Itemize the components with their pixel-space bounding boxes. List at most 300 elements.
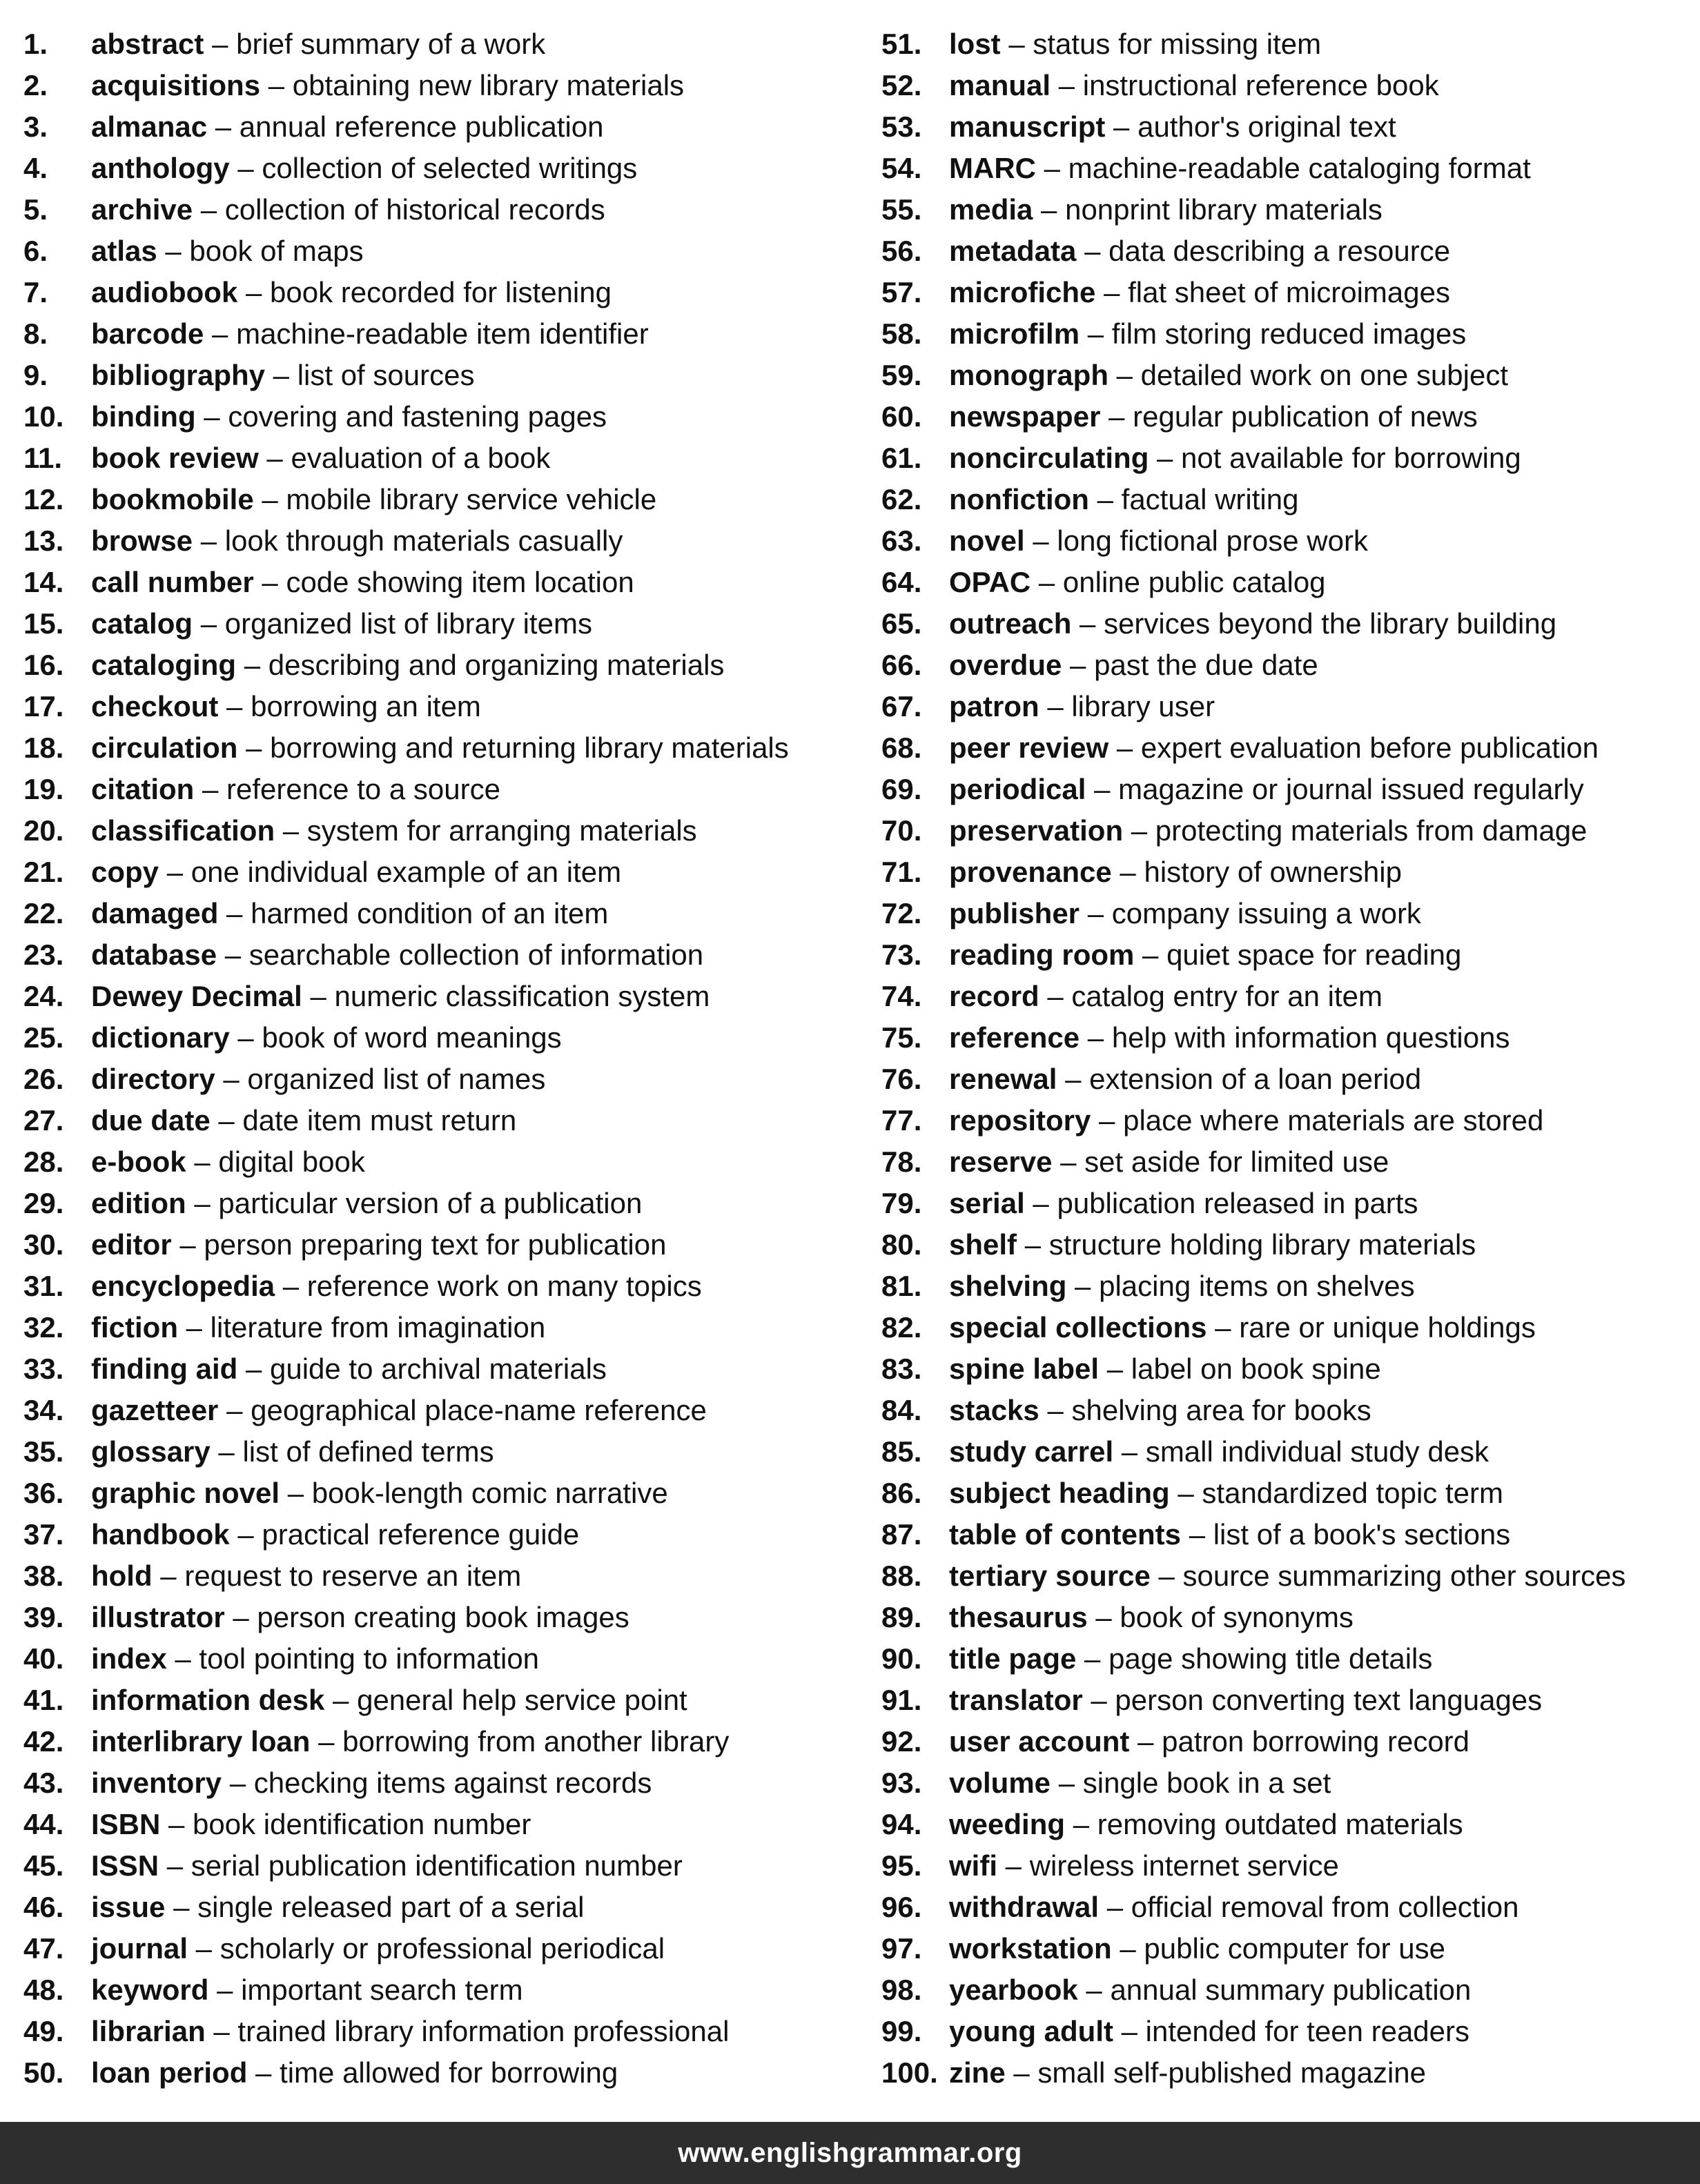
entry-definition: – rare or unique holdings bbox=[1206, 1311, 1536, 1344]
list-item bbox=[23, 1307, 852, 1348]
entry-definition: – book recorded for listening bbox=[237, 276, 612, 308]
list-item bbox=[881, 645, 1696, 686]
entry-term: subject heading bbox=[949, 1477, 1170, 1509]
entry-definition: – expert evaluation before publication bbox=[1108, 731, 1599, 764]
entry-number: 3. bbox=[23, 110, 48, 143]
list-item bbox=[23, 810, 852, 852]
list-item bbox=[881, 1183, 1696, 1224]
entry-term: peer review bbox=[949, 731, 1109, 764]
entry-term: noncirculating bbox=[949, 442, 1149, 474]
entry-number: 16. bbox=[23, 649, 64, 681]
entry-number: 12. bbox=[23, 483, 64, 515]
entry-number: 98. bbox=[881, 1974, 922, 2006]
entry-term: binding bbox=[91, 400, 196, 433]
entry-term: publisher bbox=[949, 897, 1080, 929]
entry-term: damaged bbox=[91, 897, 219, 929]
entry-term: reference bbox=[949, 1021, 1080, 1054]
entry-definition: – trained library information professional bbox=[205, 2015, 730, 2047]
list-item bbox=[881, 603, 1696, 645]
entry-definition: – list of defined terms bbox=[210, 1435, 494, 1468]
entry-number: 74. bbox=[881, 980, 922, 1012]
entry-number: 54. bbox=[881, 152, 922, 184]
entry-definition: – annual reference publication bbox=[207, 110, 604, 143]
entry-definition: – person converting text languages bbox=[1082, 1684, 1543, 1716]
entry-definition: – covering and fastening pages bbox=[195, 400, 607, 433]
entry-number: 39. bbox=[23, 1601, 64, 1633]
entry-definition: – shelving area for books bbox=[1039, 1394, 1371, 1426]
list-item bbox=[881, 1017, 1696, 1059]
list-item bbox=[881, 1473, 1696, 1514]
entry-definition: – instructional reference book bbox=[1051, 69, 1439, 101]
list-item bbox=[881, 893, 1696, 934]
entry-definition: – mobile library service vehicle bbox=[253, 483, 657, 515]
list-item bbox=[881, 1266, 1696, 1307]
entry-definition: – code showing item location bbox=[253, 566, 634, 598]
entry-number: 8. bbox=[23, 317, 48, 350]
entry-definition: – protecting materials from damage bbox=[1123, 814, 1587, 847]
list-item bbox=[881, 934, 1696, 976]
list-item bbox=[23, 727, 852, 769]
vocabulary-column-left bbox=[23, 23, 852, 2094]
entry-term: index bbox=[91, 1642, 167, 1675]
entry-number: 56. bbox=[881, 235, 922, 267]
entry-number: 28. bbox=[23, 1145, 64, 1178]
entry-definition: – company issuing a work bbox=[1079, 897, 1421, 929]
entry-term: keyword bbox=[91, 1974, 209, 2006]
entry-term: editor bbox=[91, 1228, 172, 1261]
entry-number: 79. bbox=[881, 1187, 922, 1219]
entry-definition: – small individual study desk bbox=[1113, 1435, 1489, 1468]
list-item bbox=[881, 1514, 1696, 1555]
entry-term: record bbox=[949, 980, 1039, 1012]
entry-number: 88. bbox=[881, 1560, 922, 1592]
entry-definition: – list of a book's sections bbox=[1181, 1518, 1511, 1551]
entry-definition: – digital book bbox=[186, 1145, 365, 1178]
entry-number: 59. bbox=[881, 359, 922, 391]
entry-definition: – reference work on many topics bbox=[275, 1270, 702, 1302]
list-item bbox=[23, 934, 852, 976]
list-item bbox=[881, 1721, 1696, 1762]
list-item bbox=[23, 852, 852, 893]
list-item bbox=[881, 313, 1696, 355]
entry-term: classification bbox=[91, 814, 275, 847]
entry-term: circulation bbox=[91, 731, 238, 764]
entry-number: 6. bbox=[23, 235, 48, 267]
entry-number: 45. bbox=[23, 1849, 64, 1882]
entry-definition: – place where materials are stored bbox=[1091, 1104, 1544, 1137]
list-item bbox=[881, 65, 1696, 106]
list-item bbox=[23, 1887, 852, 1928]
entry-term: patron bbox=[949, 690, 1039, 722]
entry-definition: – look through materials casually bbox=[193, 524, 623, 557]
entry-number: 13. bbox=[23, 524, 64, 557]
list-item bbox=[881, 1804, 1696, 1845]
list-item bbox=[881, 1431, 1696, 1473]
entry-number: 90. bbox=[881, 1642, 922, 1675]
entry-number: 47. bbox=[23, 1932, 64, 1965]
list-item bbox=[23, 1100, 852, 1141]
entry-number: 10. bbox=[23, 400, 64, 433]
entry-definition: – reference to a source bbox=[194, 773, 500, 805]
entry-term: glossary bbox=[91, 1435, 211, 1468]
entry-definition: – collection of selected writings bbox=[229, 152, 638, 184]
entry-definition: – book of word meanings bbox=[229, 1021, 562, 1054]
entry-term: copy bbox=[91, 856, 159, 888]
entry-number: 77. bbox=[881, 1104, 922, 1137]
entry-term: ISBN bbox=[91, 1808, 161, 1840]
list-item bbox=[881, 686, 1696, 727]
entry-definition: – borrowing from another library bbox=[310, 1725, 730, 1758]
entry-number: 99. bbox=[881, 2015, 922, 2047]
entry-number: 38. bbox=[23, 1560, 64, 1592]
entry-definition: – history of ownership bbox=[1111, 856, 1402, 888]
entry-number: 49. bbox=[23, 2015, 64, 2047]
entry-number: 82. bbox=[881, 1311, 922, 1344]
entry-number: 68. bbox=[881, 731, 922, 764]
entry-number: 97. bbox=[881, 1932, 922, 1965]
entry-term: catalog bbox=[91, 607, 193, 640]
entry-term: graphic novel bbox=[91, 1477, 280, 1509]
entry-number: 51. bbox=[881, 28, 922, 60]
entry-definition: – online public catalog bbox=[1030, 566, 1326, 598]
entry-definition: – literature from imagination bbox=[177, 1311, 546, 1344]
list-item bbox=[23, 479, 852, 520]
entry-number: 34. bbox=[23, 1394, 64, 1426]
entry-definition: – wireless internet service bbox=[997, 1849, 1339, 1882]
entry-number: 25. bbox=[23, 1021, 64, 1054]
list-item bbox=[881, 810, 1696, 852]
entry-number: 31. bbox=[23, 1270, 64, 1302]
list-item bbox=[881, 1887, 1696, 1928]
entry-definition: – tool pointing to information bbox=[166, 1642, 540, 1675]
entry-term: stacks bbox=[949, 1394, 1039, 1426]
entry-definition: – list of sources bbox=[265, 359, 475, 391]
entry-number: 81. bbox=[881, 1270, 922, 1302]
list-item bbox=[23, 893, 852, 934]
entry-term: illustrator bbox=[91, 1601, 225, 1633]
entry-term: information desk bbox=[91, 1684, 325, 1716]
entry-term: weeding bbox=[949, 1808, 1066, 1840]
vocabulary-column-right bbox=[881, 23, 1696, 2094]
list-item bbox=[881, 1390, 1696, 1431]
entry-definition: – not available for borrowing bbox=[1149, 442, 1521, 474]
entry-term: reserve bbox=[949, 1145, 1053, 1178]
list-item bbox=[23, 686, 852, 727]
entry-term: novel bbox=[949, 524, 1025, 557]
entry-number: 65. bbox=[881, 607, 922, 640]
entry-number: 87. bbox=[881, 1518, 922, 1551]
list-item bbox=[23, 1224, 852, 1266]
entry-term: archive bbox=[91, 193, 193, 226]
entry-number: 33. bbox=[23, 1352, 64, 1385]
entry-number: 93. bbox=[881, 1767, 922, 1799]
entry-number: 24. bbox=[23, 980, 64, 1012]
list-item bbox=[23, 1348, 852, 1390]
entry-number: 23. bbox=[23, 938, 64, 971]
list-item bbox=[881, 148, 1696, 189]
entry-definition: – single book in a set bbox=[1051, 1767, 1331, 1799]
entry-number: 72. bbox=[881, 897, 922, 929]
entry-number: 69. bbox=[881, 773, 922, 805]
entry-number: 67. bbox=[881, 690, 922, 722]
list-item bbox=[881, 1969, 1696, 2011]
entry-term: barcode bbox=[91, 317, 204, 350]
list-item bbox=[881, 852, 1696, 893]
entry-number: 4. bbox=[23, 152, 48, 184]
list-item bbox=[23, 23, 852, 65]
entry-definition: – brief summary of a work bbox=[204, 28, 546, 60]
entry-definition: – official removal from collection bbox=[1099, 1891, 1519, 1923]
entry-term: interlibrary loan bbox=[91, 1725, 311, 1758]
list-item bbox=[23, 2052, 852, 2094]
entry-definition: – book of synonyms bbox=[1087, 1601, 1354, 1633]
entry-number: 91. bbox=[881, 1684, 922, 1716]
entry-number: 71. bbox=[881, 856, 922, 888]
entry-definition: – past the due date bbox=[1062, 649, 1318, 681]
list-item bbox=[881, 1224, 1696, 1266]
list-item bbox=[881, 1555, 1696, 1597]
entry-definition: – date item must return bbox=[210, 1104, 517, 1137]
entry-number: 70. bbox=[881, 814, 922, 847]
list-item bbox=[23, 520, 852, 562]
entry-number: 19. bbox=[23, 773, 64, 805]
entry-definition: – particular version of a publication bbox=[186, 1187, 643, 1219]
entry-term: metadata bbox=[949, 235, 1077, 267]
entry-definition: – one individual example of an item bbox=[159, 856, 622, 888]
entry-number: 1. bbox=[23, 28, 48, 60]
entry-definition: – system for arranging materials bbox=[275, 814, 697, 847]
entry-term: OPAC bbox=[949, 566, 1031, 598]
list-item bbox=[881, 769, 1696, 810]
list-item bbox=[881, 1597, 1696, 1638]
entry-term: volume bbox=[949, 1767, 1051, 1799]
entry-term: database bbox=[91, 938, 217, 971]
entry-term: serial bbox=[949, 1187, 1025, 1219]
list-item bbox=[881, 562, 1696, 603]
entry-term: acquisitions bbox=[91, 69, 261, 101]
list-item bbox=[881, 520, 1696, 562]
entry-term: directory bbox=[91, 1063, 215, 1095]
entry-term: bookmobile bbox=[91, 483, 254, 515]
entry-number: 42. bbox=[23, 1725, 64, 1758]
entry-definition: – practical reference guide bbox=[229, 1518, 580, 1551]
entry-definition: – set aside for limited use bbox=[1052, 1145, 1389, 1178]
list-item bbox=[881, 355, 1696, 396]
entry-definition: – nonprint library materials bbox=[1033, 193, 1383, 226]
list-item bbox=[23, 1597, 852, 1638]
footer-url[interactable]: www.englishgrammar.org bbox=[678, 2138, 1022, 2168]
entry-definition: – borrowing an item bbox=[218, 690, 481, 722]
entry-definition: – source summarizing other sources bbox=[1150, 1560, 1626, 1592]
entry-definition: – public computer for use bbox=[1111, 1932, 1445, 1965]
entry-term: abstract bbox=[91, 28, 204, 60]
entry-definition: – status for missing item bbox=[1000, 28, 1322, 60]
entry-definition: – person creating book images bbox=[224, 1601, 629, 1633]
entry-term: ISSN bbox=[91, 1849, 159, 1882]
list-item bbox=[23, 1183, 852, 1224]
entry-definition: – machine-readable cataloging format bbox=[1035, 152, 1531, 184]
entry-number: 50. bbox=[23, 2056, 64, 2089]
entry-term: microfiche bbox=[949, 276, 1096, 308]
entry-term: periodical bbox=[949, 773, 1086, 805]
entry-number: 7. bbox=[23, 276, 48, 308]
entry-definition: – patron borrowing record bbox=[1129, 1725, 1470, 1758]
entry-definition: – small self-published magazine bbox=[1005, 2056, 1426, 2089]
list-item bbox=[23, 1266, 852, 1307]
entry-term: lost bbox=[949, 28, 1001, 60]
entry-number: 41. bbox=[23, 1684, 64, 1716]
list-item bbox=[23, 1969, 852, 2011]
entry-term: checkout bbox=[91, 690, 219, 722]
entry-number: 83. bbox=[881, 1352, 922, 1385]
entry-number: 76. bbox=[881, 1063, 922, 1095]
entry-term: journal bbox=[91, 1932, 188, 1965]
entry-term: translator bbox=[949, 1684, 1083, 1716]
entry-definition: – annual summary publication bbox=[1077, 1974, 1472, 2006]
list-item bbox=[23, 106, 852, 148]
entry-term: zine bbox=[949, 2056, 1006, 2089]
entry-term: handbook bbox=[91, 1518, 230, 1551]
entry-term: audiobook bbox=[91, 276, 238, 308]
entry-number: 63. bbox=[881, 524, 922, 557]
entry-number: 53. bbox=[881, 110, 922, 143]
list-item bbox=[23, 1638, 852, 1680]
entry-term: inventory bbox=[91, 1767, 222, 1799]
entry-definition: – organized list of library items bbox=[193, 607, 592, 640]
entry-number: 9. bbox=[23, 359, 48, 391]
entry-definition: – factual writing bbox=[1088, 483, 1299, 515]
entry-term: almanac bbox=[91, 110, 208, 143]
entry-definition: – extension of a loan period bbox=[1057, 1063, 1422, 1095]
entry-term: tertiary source bbox=[949, 1560, 1151, 1592]
entry-number: 37. bbox=[23, 1518, 64, 1551]
list-item bbox=[881, 1845, 1696, 1887]
entry-term: manual bbox=[949, 69, 1051, 101]
entry-number: 2. bbox=[23, 69, 48, 101]
list-item bbox=[881, 976, 1696, 1017]
list-item bbox=[23, 1721, 852, 1762]
entry-term: special collections bbox=[949, 1311, 1207, 1344]
entry-number: 89. bbox=[881, 1601, 922, 1633]
entry-number: 94. bbox=[881, 1808, 922, 1840]
list-item bbox=[23, 1431, 852, 1473]
list-item bbox=[23, 562, 852, 603]
entry-definition: – help with information questions bbox=[1079, 1021, 1510, 1054]
vocabulary-list bbox=[0, 23, 1700, 2094]
list-item bbox=[881, 230, 1696, 272]
list-item bbox=[23, 230, 852, 272]
entry-number: 62. bbox=[881, 483, 922, 515]
list-item bbox=[23, 2011, 852, 2052]
entry-definition: – time allowed for borrowing bbox=[247, 2056, 618, 2089]
entry-term: call number bbox=[91, 566, 254, 598]
entry-term: browse bbox=[91, 524, 193, 557]
entry-term: overdue bbox=[949, 649, 1062, 681]
footer-bar bbox=[0, 2122, 1700, 2184]
list-item bbox=[23, 1762, 852, 1804]
entry-term: due date bbox=[91, 1104, 211, 1137]
entry-definition: – label on book spine bbox=[1099, 1352, 1381, 1385]
list-item bbox=[881, 1762, 1696, 1804]
entry-term: preservation bbox=[949, 814, 1124, 847]
entry-term: edition bbox=[91, 1187, 186, 1219]
entry-definition: – request to reserve an item bbox=[152, 1560, 522, 1592]
entry-definition: – book of maps bbox=[157, 235, 364, 267]
list-item bbox=[23, 148, 852, 189]
list-item bbox=[881, 2052, 1696, 2094]
entry-number: 78. bbox=[881, 1145, 922, 1178]
list-item bbox=[881, 1100, 1696, 1141]
entry-definition: – describing and organizing materials bbox=[236, 649, 725, 681]
entry-term: Dewey Decimal bbox=[91, 980, 302, 1012]
entry-number: 43. bbox=[23, 1767, 64, 1799]
entry-number: 14. bbox=[23, 566, 64, 598]
entry-term: study carrel bbox=[949, 1435, 1114, 1468]
entry-number: 44. bbox=[23, 1808, 64, 1840]
entry-term: workstation bbox=[949, 1932, 1112, 1965]
entry-number: 80. bbox=[881, 1228, 922, 1261]
entry-definition: – scholarly or professional periodical bbox=[188, 1932, 665, 1965]
entry-definition: – placing items on shelves bbox=[1066, 1270, 1415, 1302]
list-item bbox=[23, 1141, 852, 1183]
entry-term: yearbook bbox=[949, 1974, 1078, 2006]
entry-definition: – serial publication identification number bbox=[159, 1849, 683, 1882]
entry-term: microfilm bbox=[949, 317, 1080, 350]
entry-number: 36. bbox=[23, 1477, 64, 1509]
list-item bbox=[881, 437, 1696, 479]
entry-number: 29. bbox=[23, 1187, 64, 1219]
entry-definition: – guide to archival materials bbox=[237, 1352, 607, 1385]
list-item bbox=[881, 396, 1696, 437]
entry-number: 85. bbox=[881, 1435, 922, 1468]
list-item bbox=[23, 976, 852, 1017]
entry-number: 20. bbox=[23, 814, 64, 847]
list-item bbox=[23, 355, 852, 396]
entry-number: 64. bbox=[881, 566, 922, 598]
entry-number: 73. bbox=[881, 938, 922, 971]
entry-term: shelf bbox=[949, 1228, 1017, 1261]
entry-definition: – evaluation of a book bbox=[258, 442, 551, 474]
list-item bbox=[881, 1638, 1696, 1680]
entry-definition: – book-length comic narrative bbox=[280, 1477, 668, 1509]
list-item bbox=[881, 2011, 1696, 2052]
list-item bbox=[23, 1928, 852, 1969]
entry-term: bibliography bbox=[91, 359, 265, 391]
list-item bbox=[881, 1680, 1696, 1721]
list-item bbox=[23, 1059, 852, 1100]
entry-definition: – structure holding library materials bbox=[1017, 1228, 1476, 1261]
entry-number: 100. bbox=[881, 2056, 938, 2089]
list-item bbox=[881, 272, 1696, 313]
entry-number: 17. bbox=[23, 690, 64, 722]
list-item bbox=[881, 106, 1696, 148]
entry-definition: – book identification number bbox=[160, 1808, 531, 1840]
entry-term: table of contents bbox=[949, 1518, 1182, 1551]
entry-definition: – author's original text bbox=[1105, 110, 1396, 143]
entry-number: 86. bbox=[881, 1477, 922, 1509]
entry-term: media bbox=[949, 193, 1033, 226]
entry-number: 40. bbox=[23, 1642, 64, 1675]
entry-term: anthology bbox=[91, 152, 230, 184]
entry-definition: – general help service point bbox=[324, 1684, 687, 1716]
entry-term: monograph bbox=[949, 359, 1108, 391]
entry-number: 92. bbox=[881, 1725, 922, 1758]
entry-term: MARC bbox=[949, 152, 1036, 184]
entry-definition: – obtaining new library materials bbox=[260, 69, 685, 101]
entry-definition: – harmed condition of an item bbox=[218, 897, 609, 929]
entry-number: 11. bbox=[23, 442, 63, 474]
list-item bbox=[23, 603, 852, 645]
